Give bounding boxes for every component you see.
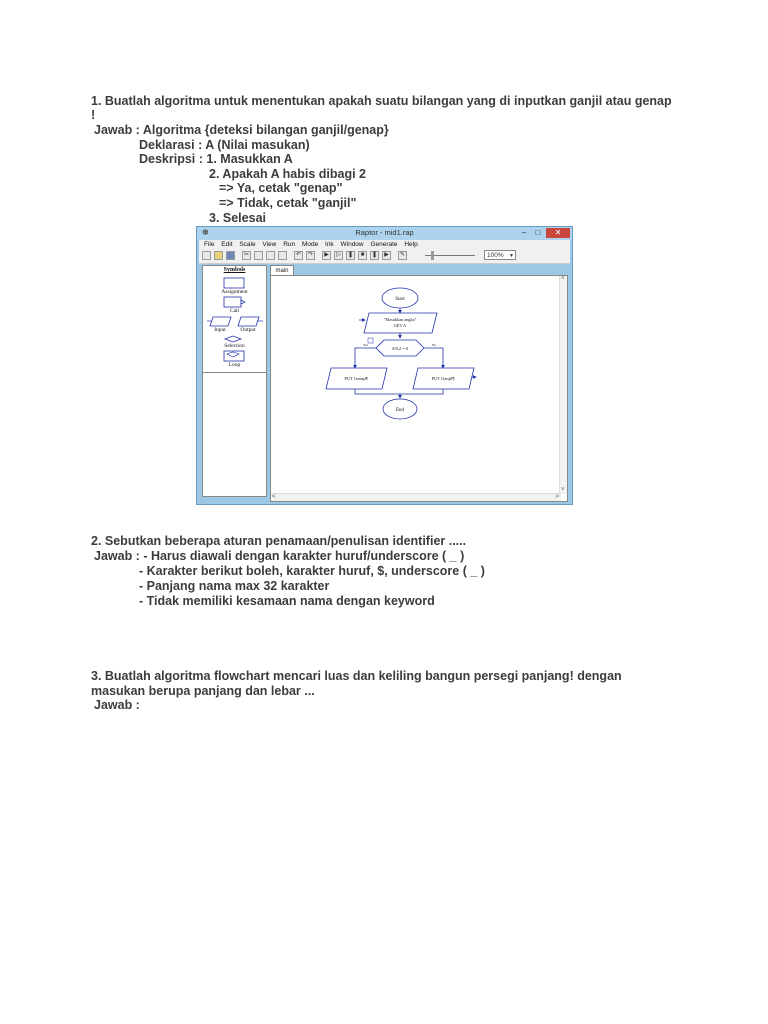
symbol-label-input: Input [214, 327, 226, 333]
output-genap-label: PUT Genap¶ [344, 376, 368, 381]
q3-question-line2: masukan berupa panjang dan lebar ... [91, 684, 315, 698]
redo-icon[interactable]: ↷ [307, 252, 314, 258]
q1-step2: 2. Apakah A habis dibagi 2 [209, 167, 366, 181]
call-symbol[interactable] [224, 297, 241, 307]
end-label: End [395, 408, 405, 413]
assignment-symbol[interactable] [224, 278, 244, 288]
q1-step2-no: => Tidak, cetak "ganjil" [219, 196, 357, 210]
paste-icon[interactable] [266, 251, 275, 260]
step-icon[interactable]: ▷ [334, 251, 343, 260]
scroll-down-icon[interactable]: ˅ [561, 487, 565, 493]
toolbar [199, 249, 570, 264]
vertical-scrollbar[interactable] [559, 276, 567, 494]
q2-question: 2. Sebutkan beberapa aturan penamaan/penulisan identifier ..... [91, 534, 467, 548]
no-branch-label: No [432, 343, 437, 347]
input-prompt-label: "Masukkan angka" [383, 317, 417, 322]
q2-rule3: - Panjang nama max 32 karakter [139, 579, 330, 593]
window-titlebar [197, 227, 572, 240]
yes-branch-label: Yes [363, 343, 369, 347]
symbols-graphics [203, 266, 266, 372]
menu-help[interactable]: Help [404, 241, 418, 248]
output-symbol[interactable] [238, 317, 259, 326]
open-folder-icon[interactable] [214, 251, 223, 260]
step-over-icon[interactable]: ▶ [382, 251, 391, 260]
menu-mode[interactable]: Mode [301, 241, 319, 248]
flowchart-canvas[interactable] [270, 275, 568, 502]
save-icon[interactable] [226, 251, 235, 260]
stop-icon[interactable]: ■ [358, 251, 367, 260]
decision-label: A%2 = 0 [391, 346, 409, 351]
undo-icon[interactable]: ↶ [295, 252, 302, 258]
maximize-button[interactable]: □ [535, 228, 541, 237]
input-symbol[interactable] [210, 317, 231, 326]
decision-marker-icon [368, 338, 373, 343]
cut-icon[interactable]: ✂ [243, 252, 250, 258]
q3-answer: Jawab : [94, 698, 140, 712]
q3-question-line1: 3. Buatlah algoritma flowchart mencari luas dan keliling bangun persegi panjang! dengan [91, 669, 622, 683]
q1-declaration: Deklarasi : A (Nilai masukan) [139, 138, 310, 152]
q2-rule4: - Tidak memiliki kesamaan nama dengan keyword [139, 594, 435, 608]
start-label: Start [395, 297, 405, 302]
menu-ink[interactable]: Ink [325, 241, 334, 248]
new-file-icon[interactable] [202, 251, 211, 260]
connector-merge [355, 389, 443, 394]
q1-answer-title: Jawab : Algoritma {deteksi bilangan ganjil/genap} [94, 123, 389, 137]
output-ganjil-label: PUT Ganjil¶ [431, 376, 455, 381]
symbols-panel [202, 265, 267, 497]
print-icon[interactable] [278, 251, 287, 260]
connector-no [424, 348, 443, 368]
zoom-select[interactable] [484, 250, 516, 260]
q1-step2-yes: => Ya, cetak "genap" [219, 181, 343, 195]
window-title: Raptor - mid1.rap [355, 228, 414, 237]
menu-generate[interactable]: Generate [370, 241, 398, 248]
q2-rule2: - Karakter berikut boleh, karakter huruf, $, underscore ( _ ) [139, 564, 485, 578]
call-arrow [241, 300, 245, 304]
run-icon[interactable]: ▶ [322, 251, 331, 260]
close-button[interactable]: ✕ [546, 228, 570, 238]
q2-rule1: Jawab : - Harus diawali dengan karakter huruf/underscore ( _ ) [94, 549, 465, 563]
symbol-label-assignment: Assignment [221, 289, 248, 295]
symbols-divider [203, 372, 266, 373]
menu-view[interactable]: View [262, 241, 277, 248]
connector-yes [355, 348, 376, 368]
scroll-up-icon[interactable]: ˄ [561, 276, 565, 282]
q1-step3: 3. Selesai [209, 211, 266, 225]
flowchart [271, 276, 561, 494]
zoom-value: 100% [487, 252, 504, 259]
symbol-label-selection: Selection [224, 343, 245, 349]
scroll-left-icon[interactable]: ˂ [272, 494, 276, 500]
menu-edit[interactable]: Edit [221, 241, 233, 248]
step-into-icon[interactable]: ❚ [371, 252, 378, 258]
selection-symbol[interactable] [225, 336, 241, 342]
menu-run[interactable]: Run [283, 241, 296, 248]
raptor-app-icon: ✽ [202, 228, 209, 237]
symbol-label-call: Call [229, 308, 240, 314]
q1-question-line1: 1. Buatlah algoritma untuk menentukan apakah suatu bilangan yang di inputkan ganjil atau genap [91, 94, 672, 108]
tab-main[interactable]: main [270, 265, 294, 275]
symbols-header: Symbols [223, 267, 246, 273]
menu-scale[interactable]: Scale [239, 241, 256, 248]
pen-icon[interactable]: ✎ [399, 252, 406, 258]
minimize-button[interactable]: – [521, 228, 527, 237]
raptor-window [196, 226, 573, 505]
copy-icon[interactable] [254, 251, 263, 260]
menu-file[interactable]: File [204, 241, 215, 248]
menu-window[interactable]: Window [340, 241, 364, 248]
input-variable-label: GET A [393, 323, 407, 328]
pause-icon[interactable]: ❚ [347, 252, 354, 258]
chevron-down-icon: ▼ [509, 253, 514, 259]
scroll-right-icon[interactable]: ˃ [555, 494, 559, 500]
symbol-label-loop: Loop [228, 362, 241, 368]
menu-bar [199, 240, 570, 249]
horizontal-scrollbar[interactable] [271, 493, 561, 501]
q1-description: Deskripsi : 1. Masukkan A [139, 152, 293, 166]
q1-question-line2: ! [91, 108, 96, 122]
symbol-label-output: Output [240, 327, 256, 333]
speed-slider-thumb[interactable] [431, 251, 434, 260]
